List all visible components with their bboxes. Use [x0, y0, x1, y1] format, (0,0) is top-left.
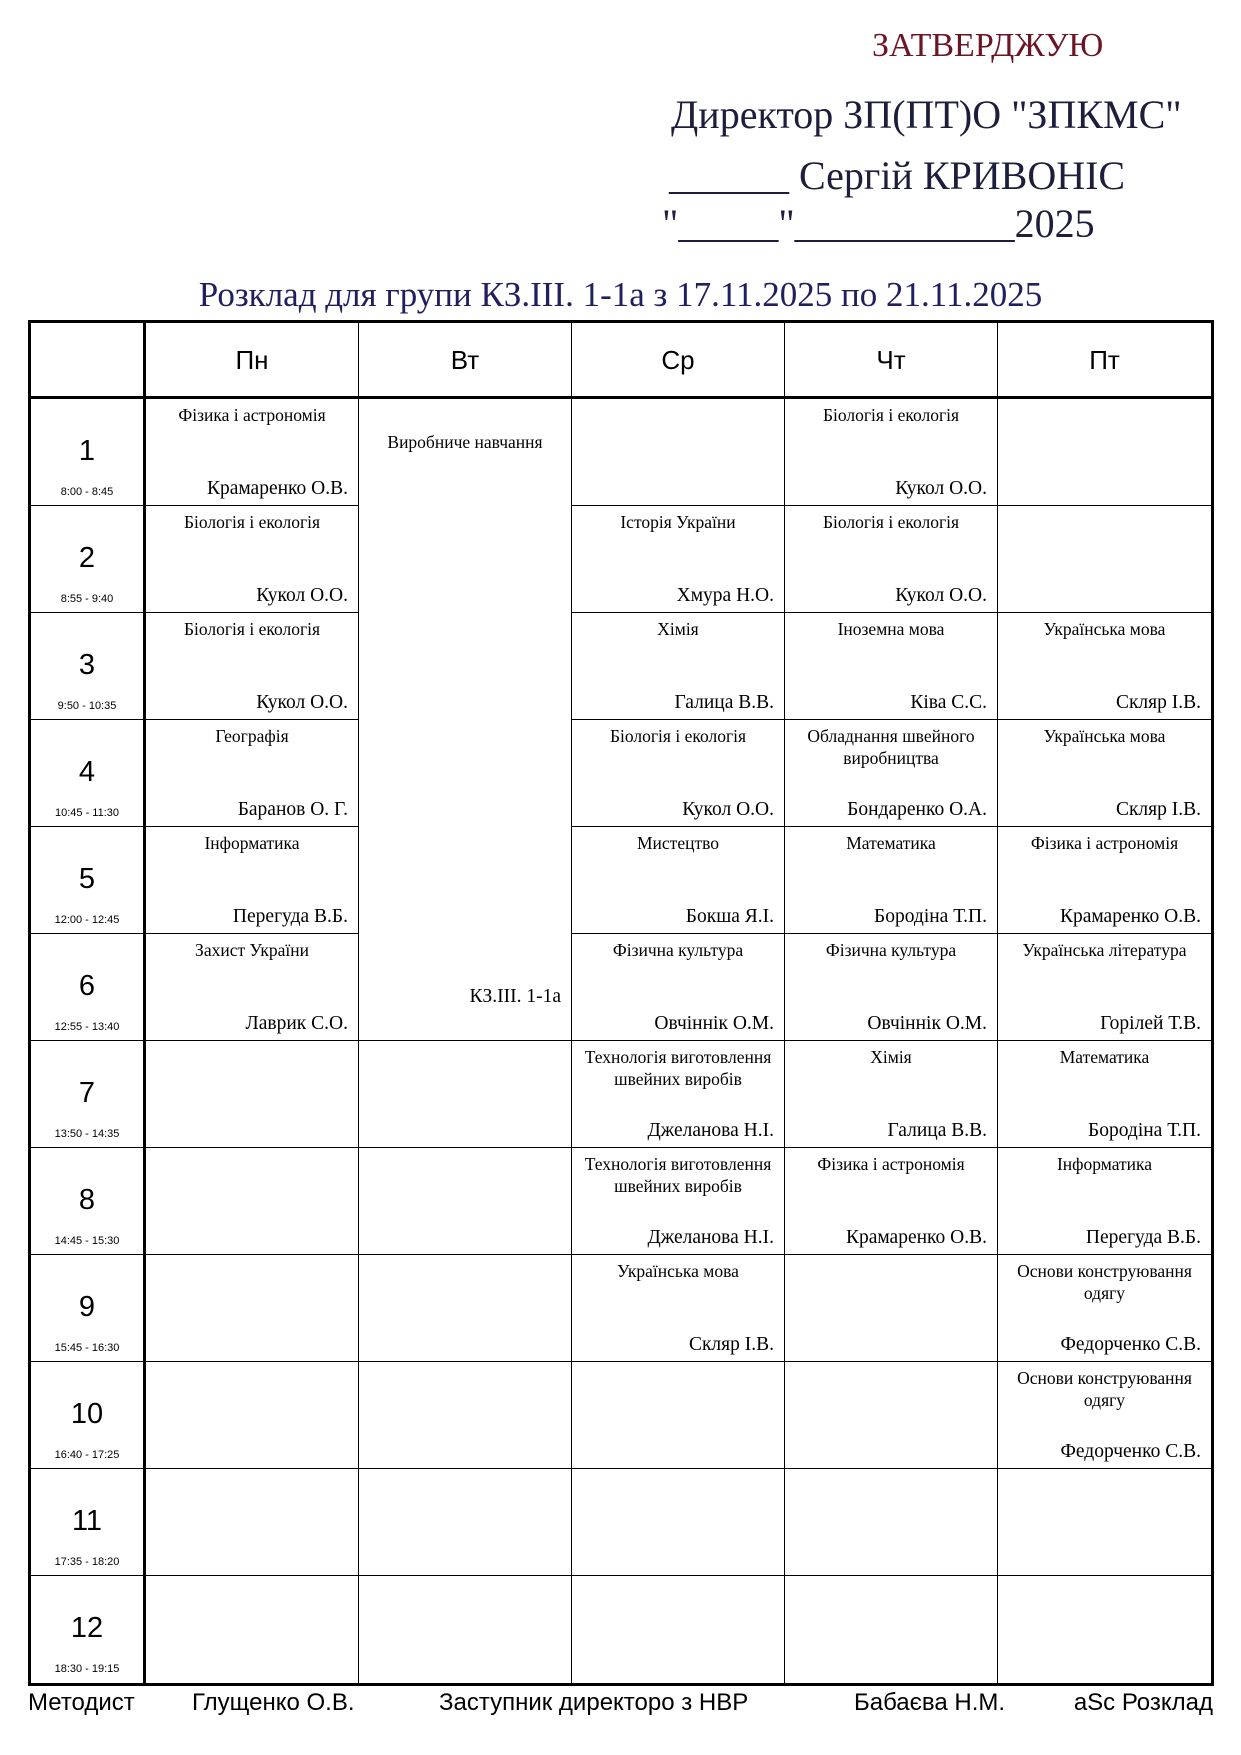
lesson-subject: Хімія	[657, 619, 699, 639]
period-number: 6	[78, 970, 96, 1002]
period-number: 9	[78, 1291, 96, 1323]
lesson-cell-fri-5	[998, 827, 1211, 934]
day-label: Чт	[876, 344, 906, 375]
lesson-subject: Захист України	[195, 940, 309, 960]
lesson-teacher: Овчіннік О.М.	[654, 1013, 774, 1034]
empty-cell-wed-12	[572, 1576, 785, 1683]
lesson-subject: Українська мова	[617, 1261, 739, 1281]
lesson-teacher: Бондаренко О.А.	[847, 799, 987, 820]
empty-cell-mon-9	[146, 1255, 359, 1362]
footer-methodist-label: Методист	[28, 1689, 135, 1716]
period-time: 13:50 - 14:35	[54, 1128, 120, 1140]
period-number: 11	[71, 1505, 103, 1537]
lesson-teacher: Федорченко С.В.	[1060, 1441, 1201, 1462]
period-cell-1	[31, 399, 146, 506]
lesson-teacher: Крамаренко О.В.	[1059, 906, 1201, 927]
lesson-cell-thu-5	[785, 827, 998, 934]
lesson-subject: Фізика і астрономія	[178, 405, 326, 425]
lesson-subject: Мистецтво	[636, 833, 719, 853]
period-time: 9:50 - 10:35	[57, 700, 117, 712]
approval-signature-line: ______ Сергій КРИВОНІС	[669, 153, 1126, 198]
lesson-teacher: Галица В.В.	[674, 692, 774, 713]
lesson-cell-thu-6	[785, 934, 998, 1041]
day-label: Пт	[1089, 344, 1120, 375]
lesson-cell-wed-7	[572, 1041, 785, 1148]
schedule-table	[28, 320, 1214, 1686]
lesson-teacher: Бокша Я.І.	[685, 906, 774, 927]
lesson-subject: Обладнання швейного виробництва	[807, 726, 975, 768]
footer-deputy-label: Заступник директоро з НВР	[439, 1689, 749, 1716]
period-cell-11	[31, 1469, 146, 1576]
lesson-cell-thu-2	[785, 506, 998, 613]
day-label: Пн	[235, 344, 269, 375]
lesson-teacher: Баранов О. Г.	[237, 799, 348, 820]
lesson-cell-fri-4	[998, 720, 1211, 827]
empty-cell-wed-11	[572, 1469, 785, 1576]
lesson-cell-wed-8	[572, 1148, 785, 1255]
day-header-fri	[998, 323, 1211, 399]
header-corner-cell	[31, 323, 146, 399]
empty-cell-thu-11	[785, 1469, 998, 1576]
period-cell-4	[31, 720, 146, 827]
lesson-cell-fri-3	[998, 613, 1211, 720]
lesson-teacher: Кукол О.О.	[256, 585, 348, 606]
footer-methodist-name: Глущенко О.В.	[192, 1689, 355, 1716]
approval-date-line: "_____"___________2025	[662, 201, 1095, 246]
lesson-teacher: Скляр І.В.	[688, 1334, 774, 1355]
lesson-subject: Технологія виготовлення швейних виробів	[584, 1154, 772, 1196]
lesson-teacher: Крамаренко О.В.	[206, 478, 348, 499]
lesson-cell-wed-2	[572, 506, 785, 613]
empty-cell-mon-7	[146, 1041, 359, 1148]
period-cell-6	[31, 934, 146, 1041]
lesson-subject: Географія	[215, 726, 289, 746]
lesson-subject: Фізика і астрономія	[1030, 833, 1179, 853]
lesson-cell-wed-6	[572, 934, 785, 1041]
period-time: 8:55 - 9:40	[60, 593, 114, 605]
lesson-teacher: Перегуда В.Б.	[232, 906, 348, 927]
day-header-tue	[359, 323, 572, 399]
period-cell-9	[31, 1255, 146, 1362]
day-header-wed	[572, 323, 785, 399]
lesson-subject: Хімія	[870, 1047, 912, 1067]
lesson-teacher: Федорченко С.В.	[1060, 1334, 1201, 1355]
lesson-subject: Математика	[1059, 1047, 1150, 1067]
period-number: 3	[78, 649, 96, 681]
empty-cell-tue-8	[359, 1148, 572, 1255]
period-number: 4	[78, 756, 96, 788]
lesson-teacher: Кукол О.О.	[895, 478, 987, 499]
period-cell-3	[31, 613, 146, 720]
period-time: 8:00 - 8:45	[60, 486, 114, 498]
empty-cell-fri-2	[998, 506, 1211, 613]
lesson-teacher: Крамаренко О.В.	[845, 1227, 987, 1248]
period-number: 8	[78, 1184, 96, 1216]
day-header-mon	[146, 323, 359, 399]
day-header-thu	[785, 323, 998, 399]
lesson-cell-fri-8	[998, 1148, 1211, 1255]
empty-cell-thu-9	[785, 1255, 998, 1362]
day-label: Ср	[661, 344, 695, 375]
empty-cell-tue-9	[359, 1255, 572, 1362]
lesson-subject: Математика	[846, 833, 936, 853]
lesson-subject: Виробниче навчання	[387, 432, 543, 452]
lesson-cell-mon-3	[146, 613, 359, 720]
lesson-subject: Фізика і астрономія	[817, 1154, 965, 1174]
lesson-teacher: Скляр І.В.	[1115, 692, 1201, 713]
lesson-teacher: Кукол О.О.	[682, 799, 774, 820]
empty-cell-tue-7	[359, 1041, 572, 1148]
period-cell-10	[31, 1362, 146, 1469]
lesson-teacher: Хмура Н.О.	[676, 585, 774, 606]
period-time: 12:55 - 13:40	[54, 1021, 120, 1033]
empty-cell-tue-11	[359, 1469, 572, 1576]
period-number: 10	[70, 1398, 104, 1430]
period-cell-2	[31, 506, 146, 613]
empty-cell-mon-11	[146, 1469, 359, 1576]
lesson-subject: Основи конструювання одягу	[1017, 1261, 1192, 1303]
lesson-teacher: Кукол О.О.	[895, 585, 987, 606]
lesson-cell-wed-4	[572, 720, 785, 827]
approval-position: Директор ЗП(ПТ)О "ЗПКМС"	[671, 92, 1182, 137]
empty-cell-mon-10	[146, 1362, 359, 1469]
empty-cell-fri-11	[998, 1469, 1211, 1576]
lesson-cell-tue-1-6	[359, 399, 572, 1041]
lesson-subject: Фізична культура	[825, 940, 957, 960]
lesson-subject: Біологія і екологія	[183, 619, 321, 639]
lesson-cell-mon-4	[146, 720, 359, 827]
lesson-cell-wed-5	[572, 827, 785, 934]
lesson-cell-fri-9	[998, 1255, 1211, 1362]
lesson-cell-mon-2	[146, 506, 359, 613]
lesson-subject: Українська мова	[1043, 726, 1166, 746]
lesson-cell-thu-4	[785, 720, 998, 827]
lesson-teacher: Бородіна Т.П.	[1088, 1120, 1201, 1141]
lesson-cell-wed-9	[572, 1255, 785, 1362]
lesson-teacher: Овчіннік О.М.	[867, 1013, 987, 1034]
page-title: Розклад для групи КЗ.ІІІ. 1-1а з 17.11.2025 по 21.11.2025	[198, 275, 1043, 314]
lesson-teacher: Ківа С.С.	[910, 692, 987, 713]
period-number: 12	[70, 1612, 104, 1644]
period-number: 1	[78, 435, 96, 467]
period-number: 2	[78, 542, 96, 574]
lesson-subject: Інформатика	[204, 833, 300, 853]
empty-cell-mon-8	[146, 1148, 359, 1255]
period-time: 18:30 - 19:15	[54, 1663, 120, 1675]
lesson-cell-fri-6	[998, 934, 1211, 1041]
period-cell-8	[31, 1148, 146, 1255]
footer-software-credit: aSc Розклад	[1073, 1689, 1213, 1716]
empty-cell-tue-10	[359, 1362, 572, 1469]
period-number: 5	[78, 863, 96, 895]
lesson-subject: Основи конструювання одягу	[1017, 1368, 1192, 1410]
footer-deputy-name: Бабаєва Н.М.	[854, 1689, 1006, 1716]
lesson-subject: Біологія і екологія	[183, 512, 321, 532]
lesson-cell-thu-1	[785, 399, 998, 506]
lesson-teacher: Горілей Т.В.	[1100, 1013, 1201, 1034]
period-cell-12	[31, 1576, 146, 1683]
lesson-cell-fri-7	[998, 1041, 1211, 1148]
lesson-subject: Історія України	[620, 512, 736, 532]
empty-cell-fri-1	[998, 399, 1211, 506]
day-label: Вт	[450, 344, 480, 375]
period-time: 15:45 - 16:30	[54, 1342, 120, 1354]
period-time: 17:35 - 18:20	[54, 1556, 120, 1568]
lesson-subject: Біологія і екологія	[822, 405, 960, 425]
empty-cell-tue-12	[359, 1576, 572, 1683]
period-number: 7	[78, 1077, 96, 1109]
lesson-teacher: Джеланова Н.І.	[647, 1120, 774, 1141]
lesson-cell-wed-3	[572, 613, 785, 720]
empty-cell-thu-12	[785, 1576, 998, 1683]
lesson-group: КЗ.ІІІ. 1-1а	[469, 986, 561, 1007]
lesson-cell-fri-10	[998, 1362, 1211, 1469]
lesson-subject: Біологія і екологія	[609, 726, 747, 746]
empty-cell-thu-10	[785, 1362, 998, 1469]
lesson-subject: Технологія виготовлення швейних виробів	[584, 1047, 772, 1089]
empty-cell-mon-12	[146, 1576, 359, 1683]
lesson-teacher: Скляр І.В.	[1115, 799, 1201, 820]
lesson-cell-thu-7	[785, 1041, 998, 1148]
period-cell-5	[31, 827, 146, 934]
lesson-teacher: Кукол О.О.	[256, 692, 348, 713]
lesson-subject: Українська мова	[1043, 619, 1166, 639]
lesson-cell-thu-8	[785, 1148, 998, 1255]
period-time: 10:45 - 11:30	[54, 807, 119, 819]
lesson-subject: Українська література	[1022, 940, 1187, 960]
period-cell-7	[31, 1041, 146, 1148]
approval-stamp-text: ЗАТВЕРДЖУЮ	[872, 27, 1104, 64]
lesson-cell-mon-6	[146, 934, 359, 1041]
lesson-teacher: Лаврик С.О.	[245, 1013, 348, 1034]
empty-cell-wed-1	[572, 399, 785, 506]
lesson-subject: Інформатика	[1056, 1154, 1153, 1174]
lesson-teacher: Джеланова Н.І.	[647, 1227, 774, 1248]
lesson-cell-thu-3	[785, 613, 998, 720]
lesson-teacher: Галица В.В.	[887, 1120, 987, 1141]
period-time: 16:40 - 17:25	[54, 1449, 120, 1461]
lesson-teacher: Перегуда В.Б.	[1085, 1227, 1201, 1248]
lesson-subject: Іноземна мова	[837, 619, 945, 639]
period-time: 14:45 - 15:30	[54, 1235, 120, 1247]
empty-cell-wed-10	[572, 1362, 785, 1469]
lesson-cell-mon-1	[146, 399, 359, 506]
lesson-subject: Фізична культура	[612, 940, 744, 960]
empty-cell-fri-12	[998, 1576, 1211, 1683]
period-time: 12:00 - 12:45	[54, 914, 120, 926]
lesson-teacher: Бородіна Т.П.	[874, 906, 987, 927]
lesson-cell-mon-5	[146, 827, 359, 934]
lesson-subject: Біологія і екологія	[822, 512, 960, 532]
